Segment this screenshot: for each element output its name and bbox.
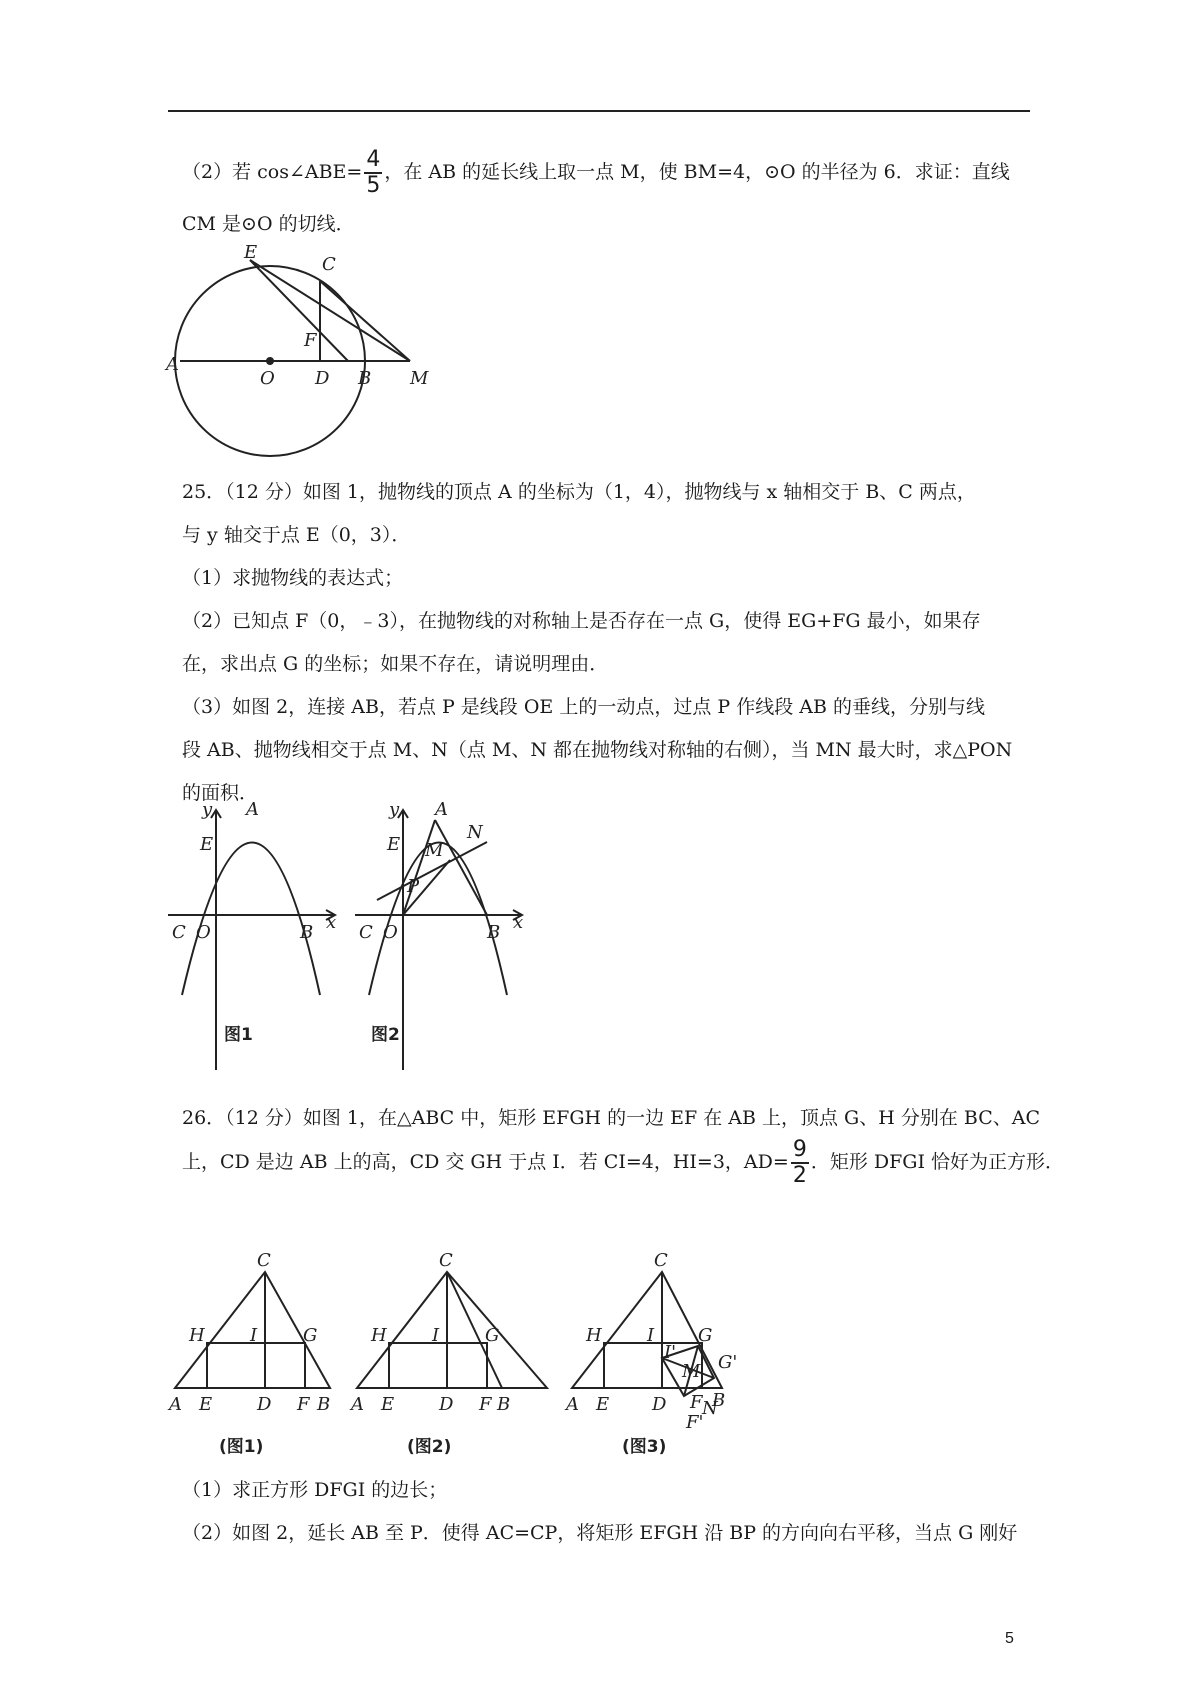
svg-text:B: B [712, 1390, 726, 1411]
svg-text:M: M [425, 840, 444, 861]
q26-figure3 [566, 1250, 772, 1460]
q24-part2-line2: CM 是⊙O 的切线． [182, 213, 355, 235]
q24-part2-line1: （2）若 cos∠ABE= $\frac{4}{5}$ ，在 AB 的延长线上取一点 M，使 BM=4，⊙O 的半径为 6．求证：直线 [182, 147, 1010, 198]
svg-text:A: A [246, 799, 259, 820]
fraction-9-2: $\frac{9}{2}$ [792, 1137, 807, 1188]
svg-text:H: H [586, 1325, 602, 1346]
svg-text:F: F [304, 330, 317, 351]
svg-text:I': I' [664, 1342, 677, 1363]
svg-text:(图1): (图1) [219, 1437, 264, 1457]
header-rule [168, 110, 1030, 112]
svg-text:I: I [250, 1325, 258, 1346]
svg-text:A: A [169, 1394, 182, 1415]
q26-part1: （1）求正方形 DFGI 的边长； [182, 1479, 448, 1501]
svg-text:B: B [497, 1394, 511, 1415]
svg-text:N: N [467, 822, 483, 843]
svg-text:B: B [300, 922, 314, 943]
svg-text:P: P [407, 876, 420, 897]
q25-part2-line2: 在，求出点 G 的坐标；如果不存在，请说明理由． [182, 653, 609, 675]
svg-text:A: A [351, 1394, 364, 1415]
svg-text:C: C [439, 1250, 453, 1271]
q25-part1: （1）求抛物线的表达式； [182, 567, 404, 589]
svg-text:E: E [244, 242, 258, 263]
q25-line2: 与 y 轴交于点 E（0，3）． [182, 524, 411, 546]
svg-text:A: A [435, 799, 448, 820]
svg-text:D: D [652, 1394, 667, 1415]
svg-text:G: G [698, 1325, 713, 1346]
svg-text:G: G [485, 1325, 500, 1346]
svg-text:G': G' [718, 1352, 738, 1373]
svg-text:I: I [647, 1325, 655, 1346]
svg-text:E: E [596, 1394, 610, 1415]
q25-part2-line1: （2）已知点 F（0，﹣3），在抛物线的对称轴上是否存在一点 G，使得 EG+FG 最小，如果存 [182, 610, 981, 632]
svg-text:C: C [322, 254, 336, 275]
svg-text:y: y [389, 799, 400, 820]
q24-circle-figure [160, 242, 460, 468]
q25-part3-line1: （3）如图 2，连接 AB，若点 P 是线段 OE 上的一动点，过点 P 作线段 AB 的垂线，分别与线 [182, 696, 985, 718]
svg-text:N: N [702, 1398, 718, 1419]
svg-text:C: C [257, 1250, 271, 1271]
q26-figure1 [169, 1250, 365, 1460]
svg-text:C: C [359, 922, 373, 943]
svg-text:E: E [381, 1394, 395, 1415]
q25-figure2 [355, 799, 555, 1080]
svg-text:B: B [317, 1394, 331, 1415]
svg-text:y: y [202, 799, 213, 820]
q25-figure1 [168, 799, 368, 1080]
svg-text:x: x [326, 912, 337, 933]
svg-text:C: C [172, 922, 186, 943]
q25-part3-line3: 的面积． [182, 782, 259, 804]
q26-line1: 26．（12 分）如图 1，在△ABC 中，矩形 EFGH 的一边 EF 在 AB 上，顶点 G、H 分别在 BC、AC [182, 1107, 1040, 1129]
q26-part2: （2）如图 2，延长 AB 至 P．使得 AC=CP，将矩形 EFGH 沿 BP 的方向向右平移，当点 G 刚好 [182, 1522, 1018, 1544]
svg-text:E: E [200, 834, 214, 855]
svg-text:D: D [257, 1394, 272, 1415]
svg-text:F: F [297, 1394, 310, 1415]
svg-text:I: I [432, 1325, 440, 1346]
svg-text:F': F' [686, 1412, 704, 1433]
svg-text:G: G [303, 1325, 318, 1346]
q25-line1: 25．（12 分）如图 1，抛物线的顶点 A 的坐标为（1，4），抛物线与 x 轴相交于 B、C 两点， [182, 481, 976, 503]
q25-part3-line2: 段 AB、抛物线相交于点 M、N（点 M、N 都在抛物线对称轴的右侧），当 MN 最大时，求△PON [182, 739, 1013, 761]
svg-text:D: D [315, 368, 330, 389]
svg-text:O: O [260, 368, 275, 389]
svg-text:F: F [479, 1394, 492, 1415]
svg-text:E: E [387, 834, 401, 855]
svg-text:O: O [383, 922, 398, 943]
svg-text:E: E [199, 1394, 213, 1415]
svg-text:H: H [189, 1325, 205, 1346]
svg-text:(图3): (图3) [622, 1437, 667, 1457]
page-number: 5 [1005, 1630, 1014, 1647]
q26-line2: 上，CD 是边 AB 上的高，CD 交 GH 于点 I．若 CI=4，HI=3，AD= $\frac{9}{2}$ ．矩形 DFGI 恰好为正方形． [182, 1137, 1064, 1188]
svg-text:x: x [513, 912, 524, 933]
svg-text:A: A [566, 1394, 579, 1415]
svg-text:F: F [690, 1392, 703, 1413]
fraction-4-5: $\frac{4}{5}$ [366, 147, 381, 198]
svg-text:M: M [410, 368, 429, 389]
svg-text:(图2): (图2) [407, 1437, 452, 1457]
svg-text:B: B [358, 368, 372, 389]
svg-text:O: O [196, 922, 211, 943]
svg-text:C: C [654, 1250, 668, 1271]
svg-text:B: B [487, 922, 501, 943]
svg-text:A: A [166, 354, 179, 375]
svg-text:M: M [682, 1361, 701, 1382]
svg-text:图2: 图2 [371, 1025, 400, 1045]
svg-text:图1: 图1 [224, 1025, 253, 1045]
q26-figure2 [351, 1250, 557, 1460]
svg-text:H: H [371, 1325, 387, 1346]
svg-text:D: D [439, 1394, 454, 1415]
